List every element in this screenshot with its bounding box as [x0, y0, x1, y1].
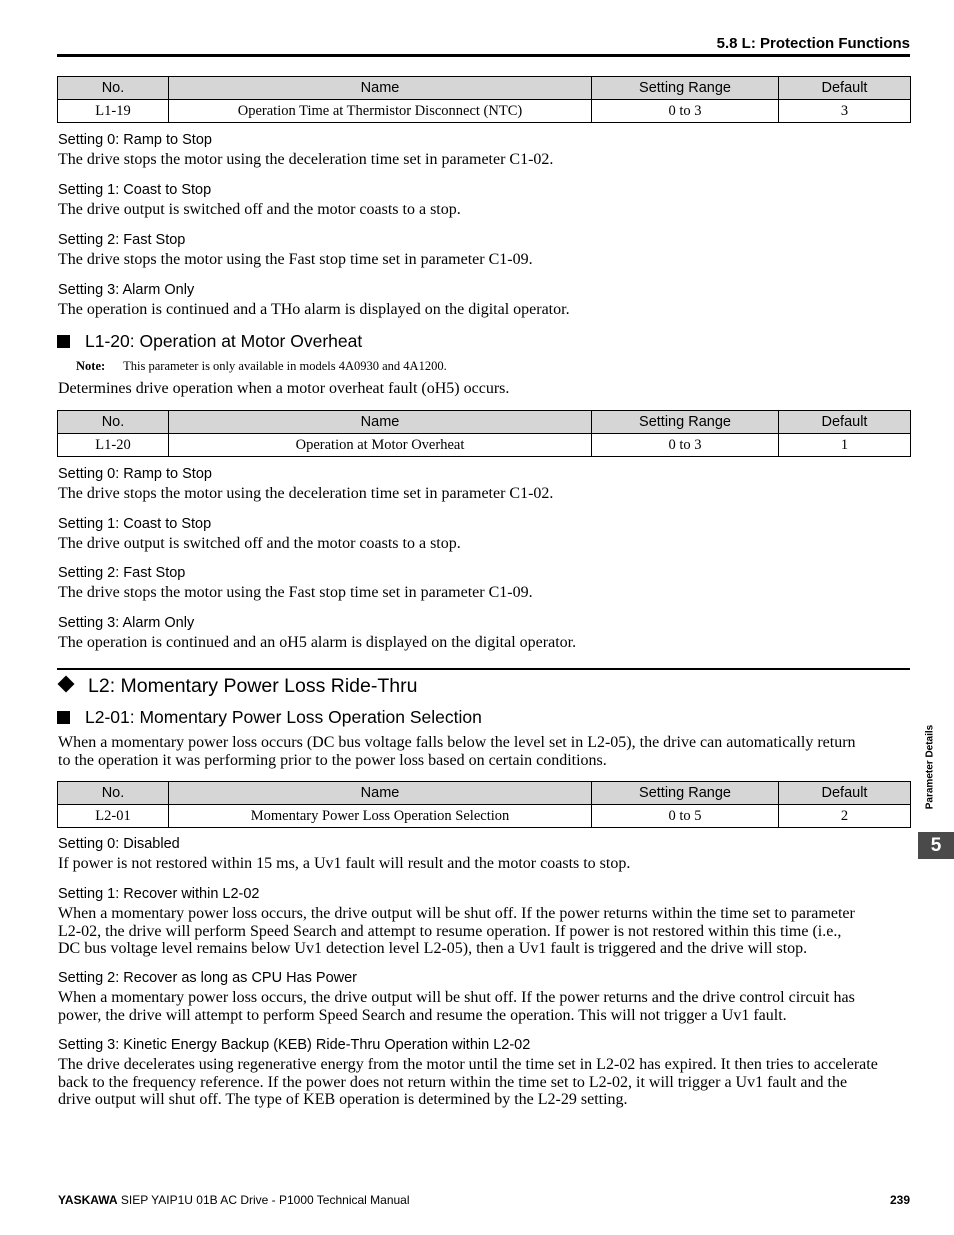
cell-default: 3 [779, 100, 911, 123]
setting-description: The drive stops the motor using the deceleration time set in parameter C1-02. [58, 485, 554, 502]
table-header-row [58, 782, 911, 805]
column-header-name: Name [169, 411, 592, 434]
square-bullet-icon [57, 711, 70, 724]
table-row [58, 805, 911, 828]
table-header-row [58, 77, 911, 100]
setting-heading: Setting 0: Disabled [58, 836, 180, 852]
column-header-setting-range: Setting Range [592, 77, 779, 100]
column-header-no: No. [58, 77, 169, 100]
column-header-default: Default [779, 782, 911, 805]
cell-default: 2 [779, 805, 911, 828]
parameter-table-l1-20 [57, 410, 911, 457]
parameter-table-l2-01 [57, 781, 911, 828]
parameter-heading-text: L2-01: Momentary Power Loss Operation Selection [85, 707, 482, 727]
setting-description: The drive output is switched off and the motor coasts to a stop. [58, 535, 461, 552]
page-number: 239 [889, 1193, 910, 1207]
table-row [58, 100, 911, 123]
setting-heading: Setting 2: Recover as long as CPU Has Power [58, 970, 357, 986]
cell-name: Operation at Motor Overheat [169, 434, 592, 457]
cell-no: L2-01 [58, 805, 169, 828]
setting-heading: Setting 3: Kinetic Energy Backup (KEB) Ride-Thru Operation within L2-02 [58, 1037, 531, 1053]
setting-description [58, 1056, 910, 1109]
setting-heading: Setting 1: Recover within L2-02 [58, 886, 260, 902]
column-header-default: Default [779, 411, 911, 434]
setting-description: The drive stops the motor using the Fast stop time set in parameter C1-09. [58, 584, 533, 601]
cell-no: L1-20 [58, 434, 169, 457]
column-header-setting-range: Setting Range [592, 411, 779, 434]
table-row [58, 434, 911, 457]
chapter-tab: 5 [918, 832, 954, 859]
section-heading-l2 [57, 675, 417, 698]
parameter-intro: Determines drive operation when a motor overheat fault (oH5) occurs. [58, 380, 510, 397]
column-header-name: Name [169, 782, 592, 805]
text-line: The drive decelerates using regenerative energy from the motor until the time set in L2-02 has expired. It then tries to accelerate [58, 1056, 878, 1073]
note-text: This parameter is only available in models 4A0930 and 4A1200. [123, 359, 447, 373]
setting-heading: Setting 2: Fast Stop [58, 565, 186, 581]
cell-setting-range: 0 to 5 [592, 805, 779, 828]
setting-heading: Setting 3: Alarm Only [58, 282, 195, 298]
cell-setting-range: 0 to 3 [592, 434, 779, 457]
setting-description: The drive stops the motor using the Fast stop time set in parameter C1-09. [58, 251, 533, 268]
text-line: drive output will shut off. The type of KEB operation is determined by the L2-29 setting. [58, 1091, 628, 1108]
note [76, 359, 447, 374]
setting-description: The drive stops the motor using the deceleration time set in parameter C1-02. [58, 151, 554, 168]
setting-heading: Setting 2: Fast Stop [58, 232, 186, 248]
text-line: back to the frequency reference. If the power does not return within the time set to L2-02, it will trigger a Uv1 fault and the [58, 1073, 848, 1091]
parameter-intro [58, 734, 910, 769]
section-heading-text: L2: Momentary Power Loss Ride-Thru [88, 675, 418, 697]
text-line: When a momentary power loss occurs, the drive output will be shut off. If the power returns and the drive control circuit has [58, 989, 855, 1006]
text-line: L2-02, the drive will perform Speed Search and attempt to resume operation. If power is not restored within this time (i.e., [58, 922, 842, 940]
setting-description [58, 989, 910, 1024]
parameter-heading-l2-01 [57, 707, 482, 728]
section-rule [57, 668, 910, 670]
square-bullet-icon [57, 335, 70, 348]
intro-line: When a momentary power loss occurs (DC bus voltage falls below the level set in L2-05), the drive can automatically return [58, 734, 856, 751]
footer-brand: YASKAWA [58, 1193, 118, 1207]
setting-description: The operation is continued and an oH5 alarm is displayed on the digital operator. [58, 634, 577, 651]
setting-heading: Setting 0: Ramp to Stop [58, 466, 212, 482]
chapter-tab-label-text: Parameter Details [924, 724, 936, 810]
setting-heading: Setting 1: Coast to Stop [58, 182, 212, 198]
cell-no: L1-19 [58, 100, 169, 123]
column-header-no: No. [58, 782, 169, 805]
setting-description: The operation is continued and a THo alarm is displayed on the digital operator. [58, 301, 570, 318]
setting-heading: Setting 0: Ramp to Stop [58, 132, 212, 148]
setting-heading: Setting 3: Alarm Only [58, 615, 195, 631]
parameter-heading-text: L1-20: Operation at Motor Overheat [85, 331, 363, 351]
cell-default: 1 [779, 434, 911, 457]
column-header-default: Default [779, 77, 911, 100]
diamond-bullet-icon [58, 676, 75, 693]
running-header: 5.8 L: Protection Functions [716, 35, 910, 52]
setting-description [58, 855, 910, 873]
cell-setting-range: 0 to 3 [592, 100, 779, 123]
cell-name: Operation Time at Thermistor Disconnect (NTC) [169, 100, 592, 123]
header-rule [57, 54, 910, 57]
parameter-heading-l1-20 [57, 331, 362, 352]
parameter-table-l1-19 [57, 76, 911, 123]
text-line: When a momentary power loss occurs, the drive output will be shut off. If the power returns within the time set to parameter [58, 905, 855, 922]
chapter-tab-label [922, 713, 938, 821]
text-line: power, the drive will attempt to perform Speed Search and resume the operation. This will not trigger a Uv1 fault. [58, 1006, 787, 1024]
intro-line: to the operation it was performing prior to the power loss based on certain conditions. [58, 751, 607, 769]
footer-manual-title [58, 1193, 410, 1207]
setting-heading: Setting 1: Coast to Stop [58, 516, 212, 532]
column-header-no: No. [58, 411, 169, 434]
column-header-name: Name [169, 77, 592, 100]
table-header-row [58, 411, 911, 434]
text-line: DC bus voltage level remains below Uv1 detection level L2-05), then a Uv1 fault is triggered and the drive will stop. [58, 940, 808, 957]
setting-description: The drive output is switched off and the motor coasts to a stop. [58, 201, 461, 218]
column-header-setting-range: Setting Range [592, 782, 779, 805]
text-line: If power is not restored within 15 ms, a Uv1 fault will result and the motor coasts to stop. [58, 855, 631, 872]
setting-description [58, 905, 910, 958]
cell-name: Momentary Power Loss Operation Selection [169, 805, 592, 828]
footer-manual-name: SIEP YAIP1U 01B AC Drive - P1000 Technical Manual [117, 1193, 410, 1207]
note-label: Note: [76, 359, 106, 373]
